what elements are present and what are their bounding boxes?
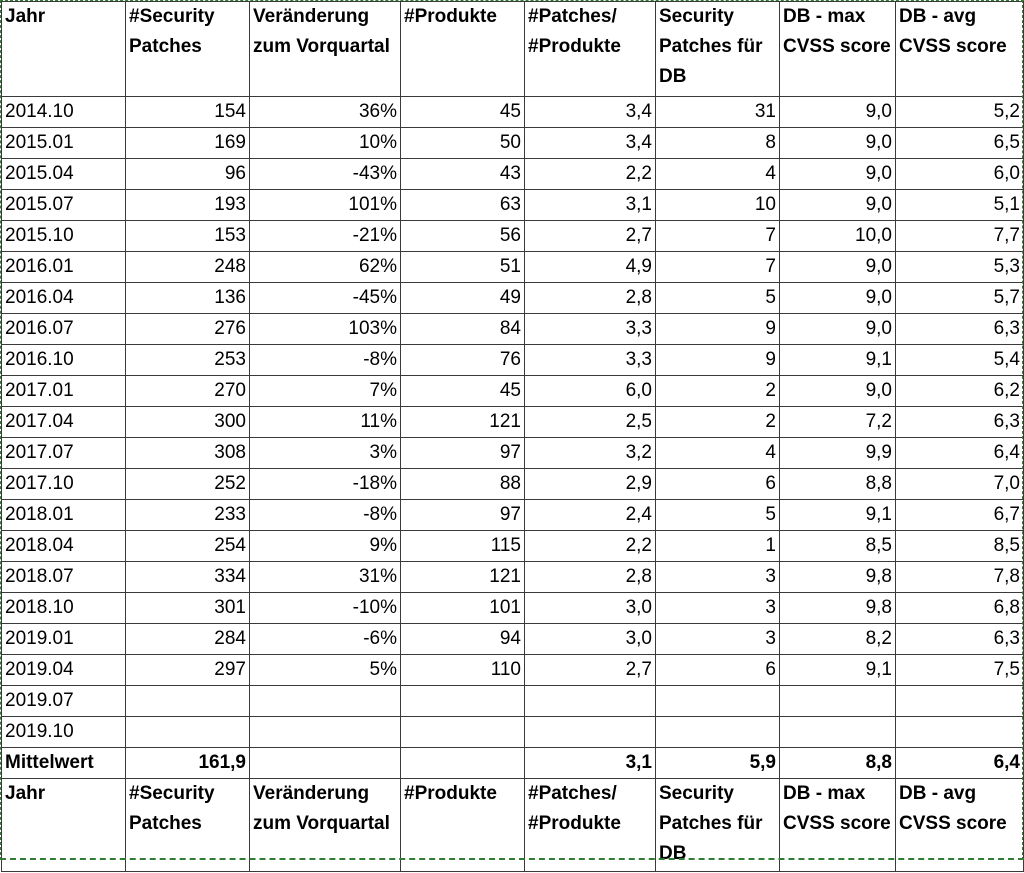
table-cell[interactable]: 154 <box>126 97 250 128</box>
table-row <box>2 500 1024 531</box>
header-text: CVSS score <box>783 813 891 834</box>
table-cell[interactable]: 115 <box>401 531 525 562</box>
table-cell[interactable]: 9% <box>250 531 401 562</box>
row-label-cell[interactable]: 2019.10 <box>2 717 126 748</box>
table-cell[interactable]: -21% <box>250 221 401 252</box>
table-cell[interactable]: 9,0 <box>780 159 896 190</box>
table-cell[interactable]: 3 <box>656 562 780 593</box>
table-cell[interactable]: 233 <box>126 500 250 531</box>
table-cell[interactable]: 6,0 <box>896 159 1024 190</box>
table-cell[interactable]: 2 <box>656 376 780 407</box>
row-label-cell[interactable]: 2019.01 <box>2 624 126 655</box>
row-label-cell[interactable]: 2016.07 <box>2 314 126 345</box>
table-row <box>2 686 1024 717</box>
table-cell[interactable] <box>656 717 780 748</box>
header-cell[interactable] <box>250 779 401 872</box>
table-cell[interactable]: 9,8 <box>780 562 896 593</box>
table-cell[interactable]: 8,2 <box>780 624 896 655</box>
table-cell[interactable]: 5,2 <box>896 97 1024 128</box>
header-text: #Produkte <box>528 813 621 834</box>
header-text: CVSS score <box>783 36 891 57</box>
header-cell[interactable] <box>656 779 780 872</box>
table-cell[interactable]: 3,2 <box>525 438 656 469</box>
table-cell[interactable] <box>525 686 656 717</box>
table-cell[interactable]: 9,1 <box>780 655 896 686</box>
table-cell[interactable]: 9,0 <box>780 376 896 407</box>
table-cell[interactable]: 9 <box>656 345 780 376</box>
table-cell[interactable]: 9,1 <box>780 345 896 376</box>
table-cell[interactable]: 43 <box>401 159 525 190</box>
table-cell[interactable]: 101 <box>401 593 525 624</box>
table-cell[interactable]: 121 <box>401 562 525 593</box>
table-row <box>2 531 1024 562</box>
table-cell[interactable] <box>401 686 525 717</box>
table-row <box>2 376 1024 407</box>
table-row <box>2 159 1024 190</box>
table-cell[interactable] <box>250 748 401 779</box>
average-row <box>2 748 1024 779</box>
table-cell[interactable]: 97 <box>401 500 525 531</box>
table-row <box>2 438 1024 469</box>
table-cell[interactable]: 2,8 <box>525 283 656 314</box>
table-cell[interactable] <box>250 717 401 748</box>
row-label-cell[interactable]: 2018.01 <box>2 500 126 531</box>
header-text: DB - max <box>783 783 866 804</box>
table-cell[interactable]: 96 <box>126 159 250 190</box>
table-cell[interactable]: 49 <box>401 283 525 314</box>
row-label-cell[interactable]: 2018.07 <box>2 562 126 593</box>
table-cell[interactable]: 9,0 <box>780 97 896 128</box>
table-cell[interactable]: 36% <box>250 97 401 128</box>
table-cell[interactable] <box>126 717 250 748</box>
header-text: DB <box>659 66 687 87</box>
table-cell[interactable]: 252 <box>126 469 250 500</box>
table-cell[interactable]: 6,5 <box>896 128 1024 159</box>
table-cell[interactable]: 4 <box>656 159 780 190</box>
header-cell[interactable] <box>401 2 525 97</box>
table-cell[interactable] <box>401 717 525 748</box>
table-cell[interactable]: 56 <box>401 221 525 252</box>
table-cell[interactable] <box>896 686 1024 717</box>
table-row <box>2 624 1024 655</box>
table-cell[interactable]: 2,7 <box>525 221 656 252</box>
header-cell[interactable] <box>896 2 1024 97</box>
table-cell[interactable]: 5,4 <box>896 345 1024 376</box>
header-text: Patches <box>129 813 202 834</box>
table-cell[interactable]: 2,7 <box>525 655 656 686</box>
table-cell[interactable]: 7 <box>656 252 780 283</box>
table-cell[interactable]: 3,0 <box>525 624 656 655</box>
table-cell[interactable] <box>525 717 656 748</box>
header-cell[interactable] <box>2 2 126 97</box>
table-cell[interactable]: 8,5 <box>780 531 896 562</box>
table-cell[interactable]: 5 <box>656 283 780 314</box>
table-cell[interactable]: 62% <box>250 252 401 283</box>
header-text: Security <box>659 6 734 27</box>
table-cell[interactable]: 2,8 <box>525 562 656 593</box>
row-label-cell[interactable]: 2019.04 <box>2 655 126 686</box>
table-cell[interactable]: 9,0 <box>780 283 896 314</box>
table-cell[interactable]: 2,9 <box>525 469 656 500</box>
table-cell[interactable]: 7,7 <box>896 221 1024 252</box>
header-text: #Produkte <box>528 36 621 57</box>
table-row <box>2 469 1024 500</box>
table-cell[interactable]: 193 <box>126 190 250 221</box>
table-cell[interactable]: 76 <box>401 345 525 376</box>
table-cell[interactable] <box>401 748 525 779</box>
table-cell[interactable]: 2,2 <box>525 531 656 562</box>
table-cell[interactable]: 253 <box>126 345 250 376</box>
table-cell[interactable]: 2,4 <box>525 500 656 531</box>
table-cell[interactable]: 276 <box>126 314 250 345</box>
table-cell[interactable]: 169 <box>126 128 250 159</box>
header-text: DB - avg <box>899 783 977 804</box>
table-row <box>2 221 1024 252</box>
table-cell[interactable]: 9,8 <box>780 593 896 624</box>
header-cell[interactable] <box>250 2 401 97</box>
table-row <box>2 128 1024 159</box>
table-cell[interactable]: 8,5 <box>896 531 1024 562</box>
table-cell[interactable]: 6,3 <box>896 314 1024 345</box>
table-cell[interactable]: 297 <box>126 655 250 686</box>
table-row <box>2 252 1024 283</box>
table-cell[interactable]: 3% <box>250 438 401 469</box>
table-cell[interactable]: 3,0 <box>525 593 656 624</box>
table-cell[interactable] <box>780 686 896 717</box>
table-row <box>2 314 1024 345</box>
table-cell[interactable]: 11% <box>250 407 401 438</box>
header-cell[interactable] <box>401 779 525 872</box>
header-text: CVSS score <box>899 36 1007 57</box>
table-cell[interactable]: 9,0 <box>780 252 896 283</box>
table-cell[interactable]: 9,1 <box>780 500 896 531</box>
table-cell[interactable]: 3,3 <box>525 345 656 376</box>
table-cell[interactable]: 7,0 <box>896 469 1024 500</box>
table-cell[interactable]: 308 <box>126 438 250 469</box>
row-label-cell[interactable]: 2015.01 <box>2 128 126 159</box>
header-cell[interactable] <box>896 779 1024 872</box>
table-cell[interactable]: 6,3 <box>896 407 1024 438</box>
table-cell[interactable]: 300 <box>126 407 250 438</box>
table-cell[interactable]: 2 <box>656 407 780 438</box>
table-cell[interactable]: 88 <box>401 469 525 500</box>
table-cell[interactable]: 94 <box>401 624 525 655</box>
table-cell[interactable]: -10% <box>250 593 401 624</box>
header-cell[interactable] <box>126 2 250 97</box>
table-cell[interactable]: 136 <box>126 283 250 314</box>
repeated-header-row <box>2 779 1024 872</box>
header-cell[interactable] <box>126 779 250 872</box>
table-cell[interactable]: 6,7 <box>896 500 1024 531</box>
table-cell[interactable]: 1 <box>656 531 780 562</box>
table-cell[interactable]: 9,0 <box>780 314 896 345</box>
row-label-cell[interactable]: Mittelwert <box>2 748 126 779</box>
table-cell[interactable]: 84 <box>401 314 525 345</box>
table-cell[interactable]: 6,3 <box>896 624 1024 655</box>
table-cell[interactable]: 110 <box>401 655 525 686</box>
header-text: #Produkte <box>404 6 497 27</box>
table-cell[interactable]: 270 <box>126 376 250 407</box>
header-text: DB <box>659 843 687 864</box>
header-text: Jahr <box>5 6 46 27</box>
table-cell[interactable]: 7,2 <box>780 407 896 438</box>
table-row <box>2 283 1024 314</box>
row-label-cell[interactable]: 2017.01 <box>2 376 126 407</box>
table-row <box>2 407 1024 438</box>
table-cell[interactable]: -18% <box>250 469 401 500</box>
row-label-cell[interactable]: 2015.07 <box>2 190 126 221</box>
header-text: Patches für <box>659 813 763 834</box>
table-cell[interactable]: 3,4 <box>525 128 656 159</box>
row-label-cell[interactable]: 2015.10 <box>2 221 126 252</box>
header-text: Patches <box>129 36 202 57</box>
table-cell[interactable]: 7% <box>250 376 401 407</box>
table-cell[interactable]: 97 <box>401 438 525 469</box>
table-cell[interactable]: 3 <box>656 624 780 655</box>
header-text: Jahr <box>5 783 46 804</box>
row-label-cell[interactable]: 2017.04 <box>2 407 126 438</box>
table-cell[interactable]: 9 <box>656 314 780 345</box>
table-cell[interactable] <box>656 686 780 717</box>
table-cell[interactable]: 9,9 <box>780 438 896 469</box>
table-cell[interactable]: 334 <box>126 562 250 593</box>
table-cell[interactable]: 3,1 <box>525 748 656 779</box>
table-row <box>2 345 1024 376</box>
row-label-cell[interactable]: 2019.07 <box>2 686 126 717</box>
table-cell[interactable]: 5,1 <box>896 190 1024 221</box>
row-label-cell[interactable]: 2015.04 <box>2 159 126 190</box>
table-cell[interactable]: 45 <box>401 97 525 128</box>
table-cell[interactable]: 248 <box>126 252 250 283</box>
table-cell[interactable]: 5,9 <box>656 748 780 779</box>
table-cell[interactable] <box>126 686 250 717</box>
table-cell[interactable]: 3,3 <box>525 314 656 345</box>
table-cell[interactable]: 6,4 <box>896 438 1024 469</box>
header-text: Veränderung <box>253 783 370 804</box>
table-cell[interactable]: 10% <box>250 128 401 159</box>
row-label-cell[interactable]: 2018.04 <box>2 531 126 562</box>
row-label-cell[interactable]: 2014.10 <box>2 97 126 128</box>
table-cell[interactable]: 6,0 <box>525 376 656 407</box>
table-cell[interactable]: 31 <box>656 97 780 128</box>
table-cell[interactable]: 4 <box>656 438 780 469</box>
table-cell[interactable]: 3,4 <box>525 97 656 128</box>
table-cell[interactable] <box>250 686 401 717</box>
security-patches-table <box>1 1 1024 872</box>
table-cell[interactable]: 153 <box>126 221 250 252</box>
table-cell[interactable]: 8 <box>656 128 780 159</box>
table-cell[interactable]: 6,4 <box>896 748 1024 779</box>
table-cell[interactable]: 45 <box>401 376 525 407</box>
table-cell[interactable]: 5% <box>250 655 401 686</box>
table-row <box>2 562 1024 593</box>
header-text: Security <box>659 783 734 804</box>
row-label-cell[interactable]: 2017.10 <box>2 469 126 500</box>
row-label-cell[interactable]: 2016.01 <box>2 252 126 283</box>
table-cell[interactable]: -6% <box>250 624 401 655</box>
table-cell[interactable]: 6 <box>656 469 780 500</box>
table-cell[interactable]: -8% <box>250 345 401 376</box>
header-text: #Produkte <box>404 783 497 804</box>
table-cell[interactable]: 4,9 <box>525 252 656 283</box>
table-row <box>2 190 1024 221</box>
table-cell[interactable]: 8,8 <box>780 748 896 779</box>
row-label-cell[interactable]: 2016.10 <box>2 345 126 376</box>
header-text: Veränderung <box>253 6 370 27</box>
row-label-cell[interactable]: 2018.10 <box>2 593 126 624</box>
table-row <box>2 593 1024 624</box>
row-label-cell[interactable]: 2016.04 <box>2 283 126 314</box>
table-cell[interactable]: 10 <box>656 190 780 221</box>
table-cell[interactable] <box>780 717 896 748</box>
row-label-cell[interactable]: 2017.07 <box>2 438 126 469</box>
table-cell[interactable]: 121 <box>401 407 525 438</box>
table-cell[interactable]: 50 <box>401 128 525 159</box>
table-cell[interactable]: 284 <box>126 624 250 655</box>
table-row <box>2 655 1024 686</box>
table-cell[interactable]: 5,7 <box>896 283 1024 314</box>
table-cell[interactable]: 8,8 <box>780 469 896 500</box>
table-cell[interactable]: 7 <box>656 221 780 252</box>
table-cell[interactable]: 7,5 <box>896 655 1024 686</box>
header-cell[interactable] <box>780 779 896 872</box>
header-text: zum Vorquartal <box>253 36 390 57</box>
table-cell[interactable]: 6,8 <box>896 593 1024 624</box>
table-cell[interactable]: 101% <box>250 190 401 221</box>
table-cell[interactable]: 2,2 <box>525 159 656 190</box>
header-row <box>2 2 1024 97</box>
header-cell[interactable] <box>525 2 656 97</box>
header-text: DB - max <box>783 6 866 27</box>
table-cell[interactable]: 9,0 <box>780 128 896 159</box>
table-cell[interactable]: 5,3 <box>896 252 1024 283</box>
table-cell[interactable]: -45% <box>250 283 401 314</box>
table-cell[interactable]: 63 <box>401 190 525 221</box>
table-cell[interactable]: 9,0 <box>780 190 896 221</box>
table-cell[interactable]: 6 <box>656 655 780 686</box>
table-cell[interactable] <box>896 717 1024 748</box>
table-cell[interactable]: 2,5 <box>525 407 656 438</box>
table-cell[interactable]: -43% <box>250 159 401 190</box>
table-cell[interactable]: 3,1 <box>525 190 656 221</box>
header-text: #Patches/ <box>528 6 617 27</box>
table-cell[interactable]: 7,8 <box>896 562 1024 593</box>
header-text: #Patches/ <box>528 783 617 804</box>
header-cell[interactable] <box>656 2 780 97</box>
table-cell[interactable]: 301 <box>126 593 250 624</box>
header-text: CVSS score <box>899 813 1007 834</box>
header-text: #Security <box>129 783 215 804</box>
header-cell[interactable] <box>780 2 896 97</box>
table-cell[interactable]: -8% <box>250 500 401 531</box>
table-cell[interactable]: 5 <box>656 500 780 531</box>
table-cell[interactable]: 254 <box>126 531 250 562</box>
table-row <box>2 717 1024 748</box>
header-text: #Security <box>129 6 215 27</box>
header-cell[interactable] <box>525 779 656 872</box>
header-text: DB - avg <box>899 6 977 27</box>
header-text: zum Vorquartal <box>253 813 390 834</box>
table-cell[interactable]: 31% <box>250 562 401 593</box>
table-cell[interactable]: 10,0 <box>780 221 896 252</box>
header-text: Patches für <box>659 36 763 57</box>
table-row <box>2 97 1024 128</box>
header-cell[interactable] <box>2 779 126 872</box>
table-cell[interactable]: 103% <box>250 314 401 345</box>
table-cell[interactable]: 3 <box>656 593 780 624</box>
table-cell[interactable]: 6,2 <box>896 376 1024 407</box>
table-cell[interactable]: 161,9 <box>126 748 250 779</box>
table-cell[interactable]: 51 <box>401 252 525 283</box>
